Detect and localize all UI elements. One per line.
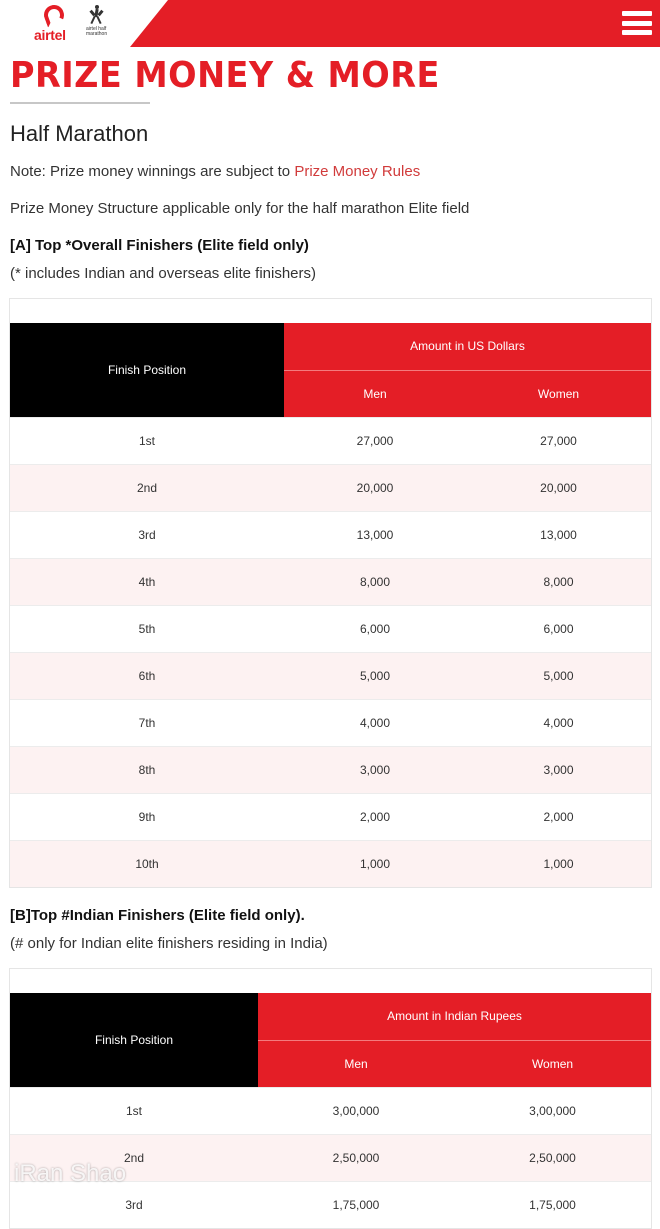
table-top-spacer — [10, 299, 651, 323]
cell-amount-men: 4,000 — [284, 699, 466, 746]
cell-amount-men: 3,00,000 — [258, 1087, 454, 1134]
cell-amount-men: 5,000 — [284, 652, 466, 699]
table-row — [10, 558, 651, 605]
airtel-logo[interactable] — [34, 4, 74, 44]
column-header-men: Men — [284, 370, 466, 417]
cell-finish-position: 2nd — [10, 1134, 258, 1181]
cell-finish-position: 10th — [10, 840, 284, 887]
cell-amount-women: 20,000 — [466, 464, 651, 511]
prize-money-rules-link[interactable]: Prize Money Rules — [294, 163, 421, 180]
cell-finish-position: 7th — [10, 699, 284, 746]
cell-amount-women: 2,50,000 — [454, 1134, 651, 1181]
cell-amount-women: 1,000 — [466, 840, 651, 887]
column-header-women: Women — [466, 370, 651, 417]
prize-table-indian — [9, 968, 652, 1229]
cell-finish-position: 6th — [10, 652, 284, 699]
column-header-men: Men — [258, 1040, 454, 1087]
section-b-heading: [B]Top #Indian Finishers (Elite field only). — [10, 907, 305, 924]
column-header-women: Women — [454, 1040, 651, 1087]
cell-amount-women: 1,75,000 — [454, 1181, 651, 1228]
half-marathon-logo-text: airtel half marathon — [86, 26, 108, 37]
cell-amount-women: 3,00,000 — [454, 1087, 651, 1134]
page-title: PRIZE MONEY & MORE — [10, 55, 440, 96]
cell-finish-position: 2nd — [10, 464, 284, 511]
cell-amount-men: 2,50,000 — [258, 1134, 454, 1181]
cell-finish-position: 8th — [10, 746, 284, 793]
overall-prize-table — [10, 323, 651, 887]
prize-table-overall — [9, 298, 652, 888]
cell-finish-position: 3rd — [10, 1181, 258, 1228]
airtel-logo-mark-icon — [41, 2, 67, 28]
table-row — [10, 746, 651, 793]
cell-amount-men: 13,000 — [284, 511, 466, 558]
logo-group[interactable] — [34, 4, 112, 44]
prize-rules-note — [10, 163, 420, 180]
table-row — [10, 1181, 651, 1228]
section-b-subnote: (# only for Indian elite finishers residing in India) — [10, 935, 328, 952]
table-row — [10, 464, 651, 511]
menu-bar — [622, 11, 652, 16]
section-a-heading: [A] Top *Overall Finishers (Elite field only) — [10, 237, 309, 254]
title-divider — [10, 102, 150, 104]
table-row — [10, 652, 651, 699]
cell-finish-position: 1st — [10, 1087, 258, 1134]
section-a-subnote: (* includes Indian and overseas elite finishers) — [10, 265, 316, 282]
cell-finish-position: 3rd — [10, 511, 284, 558]
column-header-amount: Amount in US Dollars — [284, 323, 651, 370]
cell-amount-women: 8,000 — [466, 558, 651, 605]
table-row — [10, 605, 651, 652]
cell-finish-position: 4th — [10, 558, 284, 605]
column-header-finish-position: Finish Position — [10, 993, 258, 1087]
cell-amount-men: 3,000 — [284, 746, 466, 793]
half-marathon-logo[interactable] — [86, 4, 112, 44]
table-row — [10, 417, 651, 464]
note-text: Note: Prize money winnings are subject to — [10, 163, 295, 180]
column-header-amount: Amount in Indian Rupees — [258, 993, 651, 1040]
site-header — [0, 0, 660, 47]
cell-amount-men: 2,000 — [284, 793, 466, 840]
cell-amount-men: 6,000 — [284, 605, 466, 652]
menu-bar — [622, 21, 652, 26]
column-header-finish-position: Finish Position — [10, 323, 284, 417]
cell-amount-men: 27,000 — [284, 417, 466, 464]
cell-amount-men: 8,000 — [284, 558, 466, 605]
cell-amount-men: 1,000 — [284, 840, 466, 887]
cell-amount-women: 2,000 — [466, 793, 651, 840]
cell-amount-women: 13,000 — [466, 511, 651, 558]
cell-amount-women: 3,000 — [466, 746, 651, 793]
menu-bar — [622, 30, 652, 35]
structure-text: Prize Money Structure applicable only for the half marathon Elite field — [10, 200, 470, 217]
cell-amount-men: 20,000 — [284, 464, 466, 511]
cell-finish-position: 9th — [10, 793, 284, 840]
airtel-logo-wordmark: airtel — [34, 27, 66, 43]
runner-icon — [89, 5, 105, 25]
table-row — [10, 699, 651, 746]
watermark: iRan Shao — [14, 1160, 127, 1187]
section-title-half-marathon: Half Marathon — [10, 121, 149, 146]
table-top-spacer — [10, 969, 651, 993]
cell-finish-position: 5th — [10, 605, 284, 652]
cell-amount-women: 5,000 — [466, 652, 651, 699]
table-row — [10, 1087, 651, 1134]
cell-amount-men: 1,75,000 — [258, 1181, 454, 1228]
cell-amount-women: 27,000 — [466, 417, 651, 464]
table-row — [10, 793, 651, 840]
cell-amount-women: 6,000 — [466, 605, 651, 652]
hamburger-menu-icon[interactable] — [622, 8, 652, 38]
cell-amount-women: 4,000 — [466, 699, 651, 746]
header-red-band — [130, 0, 660, 47]
table-row — [10, 840, 651, 887]
indian-prize-table — [10, 993, 651, 1228]
cell-finish-position: 1st — [10, 417, 284, 464]
table-row — [10, 511, 651, 558]
